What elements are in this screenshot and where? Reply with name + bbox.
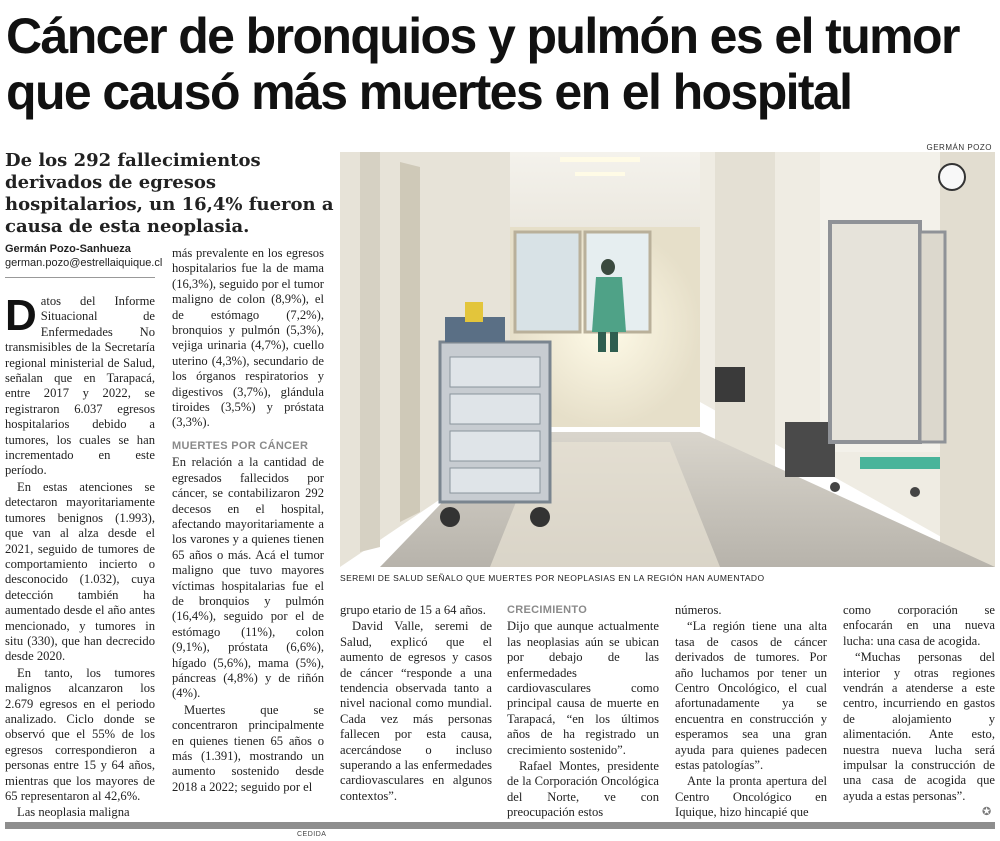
paragraph: “La región tiene una alta tasa de casos de cáncer derivados de tumores. Por año luchamos por tener un Centro Oncológico, el cual afortunadamente ya se encuentra en construcción y esperamos sea una gran ayuda para quienes padecen estas patologías”. xyxy=(675,619,827,773)
paragraph: David Valle, seremi de Salud, explicó que el aumento de egresos y casos de cáncer “responde a una tendencia observada tanto a nivel nacional como mundial. Cada vez más personas fallecen por esta causa, acercándose o incluso superando a las enfermedades cardiovasculares en algunos contextos”. xyxy=(340,619,492,803)
paragraph: números. xyxy=(675,603,722,617)
paragraph-text: atos del Informe Situacional de Enfermedades No transmisibles de la Secretaría regional ministerial de Salud, señalan que en Tarapacá, entre 2017 y 2022, se registraron 6.037 egresos hospitalarios debido a tumores, los cuales se han incrementado en este período. xyxy=(5,294,155,478)
byline-name: Germán Pozo-Sanhueza xyxy=(5,243,131,255)
photo-caption: SEREMI DE SALUD SEÑALO QUE MUERTES POR NEOPLASIAS EN LA REGIÓN HAN AUMENTADO xyxy=(340,573,765,583)
headline xyxy=(6,8,996,120)
bottom-divider-bar xyxy=(5,822,995,829)
article-column-2 xyxy=(172,246,324,796)
paragraph: En relación a la cantidad de egresados fallecidos por cáncer, se contabilizaron 292 decesos en el hospital, afectando mayoritariamente a los varones y a quienes tienen 65 años o más. Acá el tumor maligno que tuvo mayores víctimas hospitalarias fue el de bronquios y pulmón (16,4%), seguido por el de estómago (11%), colon (9,1%), próstata (6,6%), hígado (5,6%), mama (5%), páncreas (4,8%) y de riñón (4%). xyxy=(172,455,324,701)
paragraph xyxy=(5,291,155,479)
headline-line-1: Cáncer de bronquios y pulmón es el tumor xyxy=(6,8,959,64)
bottom-credit-label: CEDIDA xyxy=(297,831,327,838)
byline-divider xyxy=(5,277,155,278)
paragraph: más prevalente en los egresos hospitalarios fue la de mama (16,3%), seguido por el tumor maligno de colon (8,9%), el de estómago (7,2%), bronquios y pulmón (5,3%), vejiga urinaria (4,7%), cuello uterino (4,3%), secundario de los órganos respiratorios y digestivos (3,7%), glándula tiroides (3,5%) y próstata (3,3%). xyxy=(172,246,324,430)
end-mark-icon: ✪ xyxy=(982,805,992,818)
article-column-3 xyxy=(340,603,492,805)
paragraph: En estas atenciones se detectaron mayoritariamente tumores benignos (1.993), que van al alza desde el 2021, seguido de tumores de comportamiento incierto o desconocido (1.032), cuya detección también ha aumentado desde el año antes mencionado, y tumores in situ (330), que han decrecido desde 2020. xyxy=(5,479,155,664)
subheadline: De los 292 fallecimientos derivados de egresos hospitalarios, un 16,4% fueron a causa de esta neoplasia. xyxy=(5,150,334,237)
hospital-corridor-photo xyxy=(340,152,995,567)
paragraph: En tanto, los tumores malignos alcanzaron los 2.679 egresos en el periodo analizado. Ciclo donde se observó que el 55% de los egresos correspondieron a personas entre 15 y 64 años, mientras que los mayores de 65 representaron al 42,6%. xyxy=(5,665,155,803)
paragraph: Dijo que aunque actualmente las neoplasias aún se ubican por debajo de las enfermedades cardiovasculares como principal causa de muerte en Tarapacá, “en los últimos años de ha registrado un crecimiento sostenido”. xyxy=(507,619,659,757)
byline-email: german.pozo@estrellaiquique.cl xyxy=(5,257,163,269)
paragraph: “Muchas personas del interior y otras regiones vendrán a atenderse a este centro, incurriendo en gastos de alojamiento y alimentación. Ante esto, nuestra nueva lucha será impulsar la construcción de una casa de acogida que ayuda a estas personas”. xyxy=(843,650,995,803)
section-heading: MUERTES POR CÁNCER xyxy=(172,439,309,452)
headline-line-2: que causó más muertes en el hospital xyxy=(6,64,852,120)
article-column-6 xyxy=(843,603,995,805)
paragraph: Ante la pronta apertura del Centro Oncológico en Iquique, hizo hincapié que xyxy=(675,774,827,820)
article-column-4 xyxy=(507,603,659,822)
section-heading: CRECIMIENTO xyxy=(507,604,588,616)
article-column-1 xyxy=(5,291,155,822)
drop-cap: D xyxy=(5,291,37,340)
article-column-5 xyxy=(675,603,827,822)
paragraph: Las neoplasia maligna xyxy=(17,805,130,820)
paragraph: grupo etario de 15 a 64 años. xyxy=(340,603,486,617)
photo-credit: GERMÁN POZO xyxy=(926,143,992,152)
paragraph: Rafael Montes, presidente de la Corporación Oncológica del Norte, ve con preocupación estos xyxy=(507,759,659,820)
paragraph: como corporación se enfocarán en una nueva lucha: una casa de acogida. xyxy=(843,603,995,648)
paragraph: Muertes que se concentraron principalmente en quienes tienen 65 años o más (1.391), mostrando un aumento sostenido desde 2018 a 2022; seguido por el xyxy=(172,702,324,794)
